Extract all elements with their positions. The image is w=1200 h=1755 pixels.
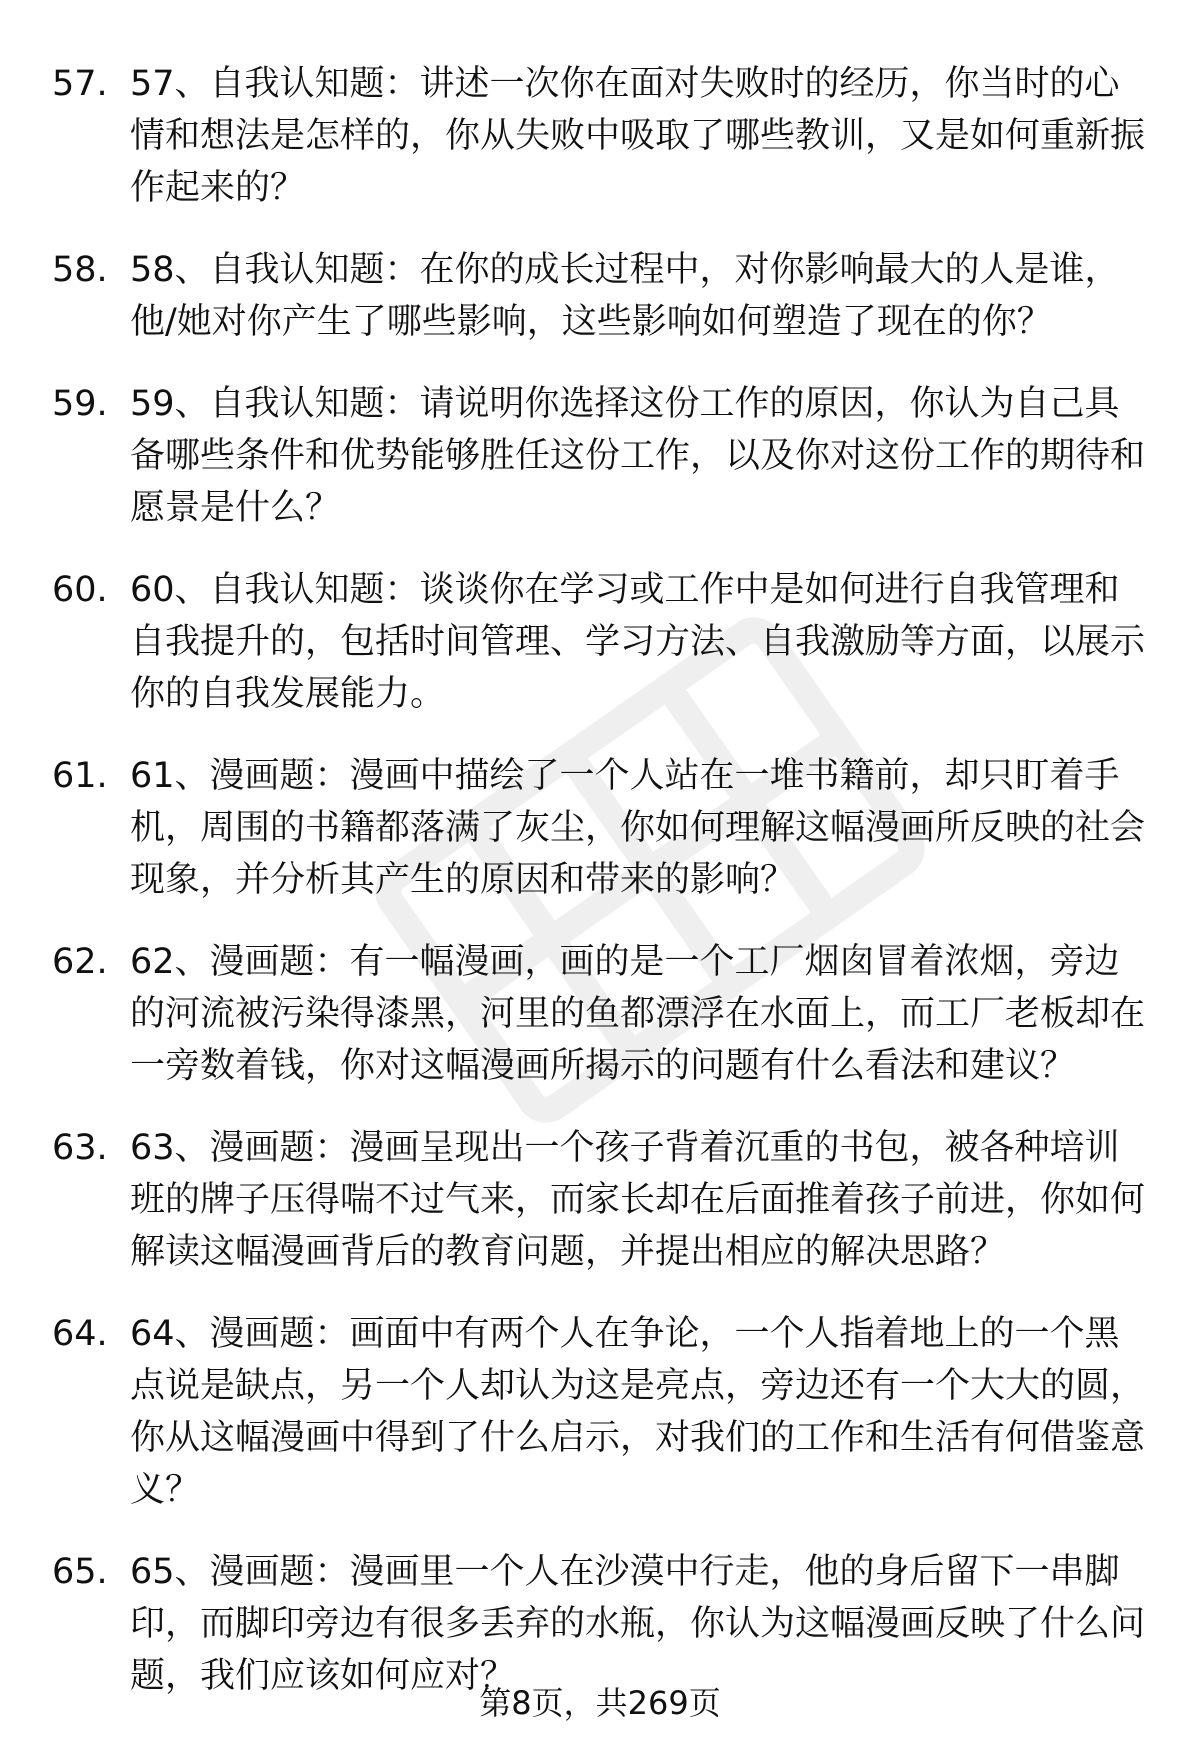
question-number: 63. bbox=[52, 1128, 108, 1168]
page-number-footer: 第8页，共269页 bbox=[479, 1684, 721, 1722]
question-number: 65. bbox=[52, 1552, 108, 1592]
question-number: 62. bbox=[52, 942, 108, 982]
question-text: 63、漫画题：漫画呈现出一个孩子背着沉重的书包，被各种培训班的牌子压得喘不过气来，而家长却在后面推着孩子前进，你如何解读这幅漫画背后的教育问题，并提出相应的解决思路？ bbox=[130, 1128, 1146, 1272]
question-text: 57、自我认知题：讲述一次你在面对失败时的经历，你当时的心情和想法是怎样的，你从失败中吸取了哪些教训，又是如何重新振作起来的？ bbox=[130, 64, 1146, 208]
question-text: 59、自我认知题：请说明你选择这份工作的原因，你认为自己具备哪些条件和优势能够胜任这份工作，以及你对这份工作的期待和愿景是什么？ bbox=[130, 384, 1146, 528]
question-text: 60、自我认知题：谈谈你在学习或工作中是如何进行自我管理和自我提升的，包括时间管理、学习方法、自我激励等方面，以展示你的自我发展能力。 bbox=[130, 570, 1146, 714]
question-number: 61. bbox=[52, 756, 108, 796]
list-item bbox=[52, 244, 1152, 348]
question-number: 57. bbox=[52, 64, 108, 104]
list-item bbox=[52, 936, 1152, 1092]
list-item bbox=[52, 750, 1152, 906]
question-number: 64. bbox=[52, 1314, 108, 1354]
question-list bbox=[52, 58, 1152, 1732]
question-number: 59. bbox=[52, 384, 108, 424]
question-text: 58、自我认知题：在你的成长过程中，对你影响最大的人是谁，他/她对你产生了哪些影响，这些影响如何塑造了现在的你？ bbox=[130, 250, 1120, 342]
question-text: 65、漫画题：漫画里一个人在沙漠中行走，他的身后留下一串脚印，而脚印旁边有很多丢弃的水瓶，你认为这幅漫画反映了什么问题，我们应该如何应对？ bbox=[130, 1552, 1146, 1696]
question-text: 61、漫画题：漫画中描绘了一个人站在一堆书籍前，却只盯着手机，周围的书籍都落满了灰尘，你如何理解这幅漫画所反映的社会现象，并分析其产生的原因和带来的影响？ bbox=[130, 756, 1146, 900]
list-item bbox=[52, 564, 1152, 720]
list-item bbox=[52, 378, 1152, 534]
list-item bbox=[52, 58, 1152, 214]
question-number: 60. bbox=[52, 570, 108, 610]
question-number: 58. bbox=[52, 250, 108, 290]
question-text: 64、漫画题：画面中有两个人在争论，一个人指着地上的一个黑点说是缺点，另一个人却认为这是亮点，旁边还有一个大大的圆，你从这幅漫画中得到了什么启示，对我们的工作和生活有何借鉴意义？ bbox=[130, 1314, 1146, 1510]
list-item bbox=[52, 1546, 1152, 1702]
question-text: 62、漫画题：有一幅漫画，画的是一个工厂烟囱冒着浓烟，旁边的河流被污染得漆黑，河里的鱼都漂浮在水面上，而工厂老板却在一旁数着钱，你对这幅漫画所揭示的问题有什么看法和建议？ bbox=[130, 942, 1146, 1086]
list-item bbox=[52, 1308, 1152, 1516]
list-item bbox=[52, 1122, 1152, 1278]
